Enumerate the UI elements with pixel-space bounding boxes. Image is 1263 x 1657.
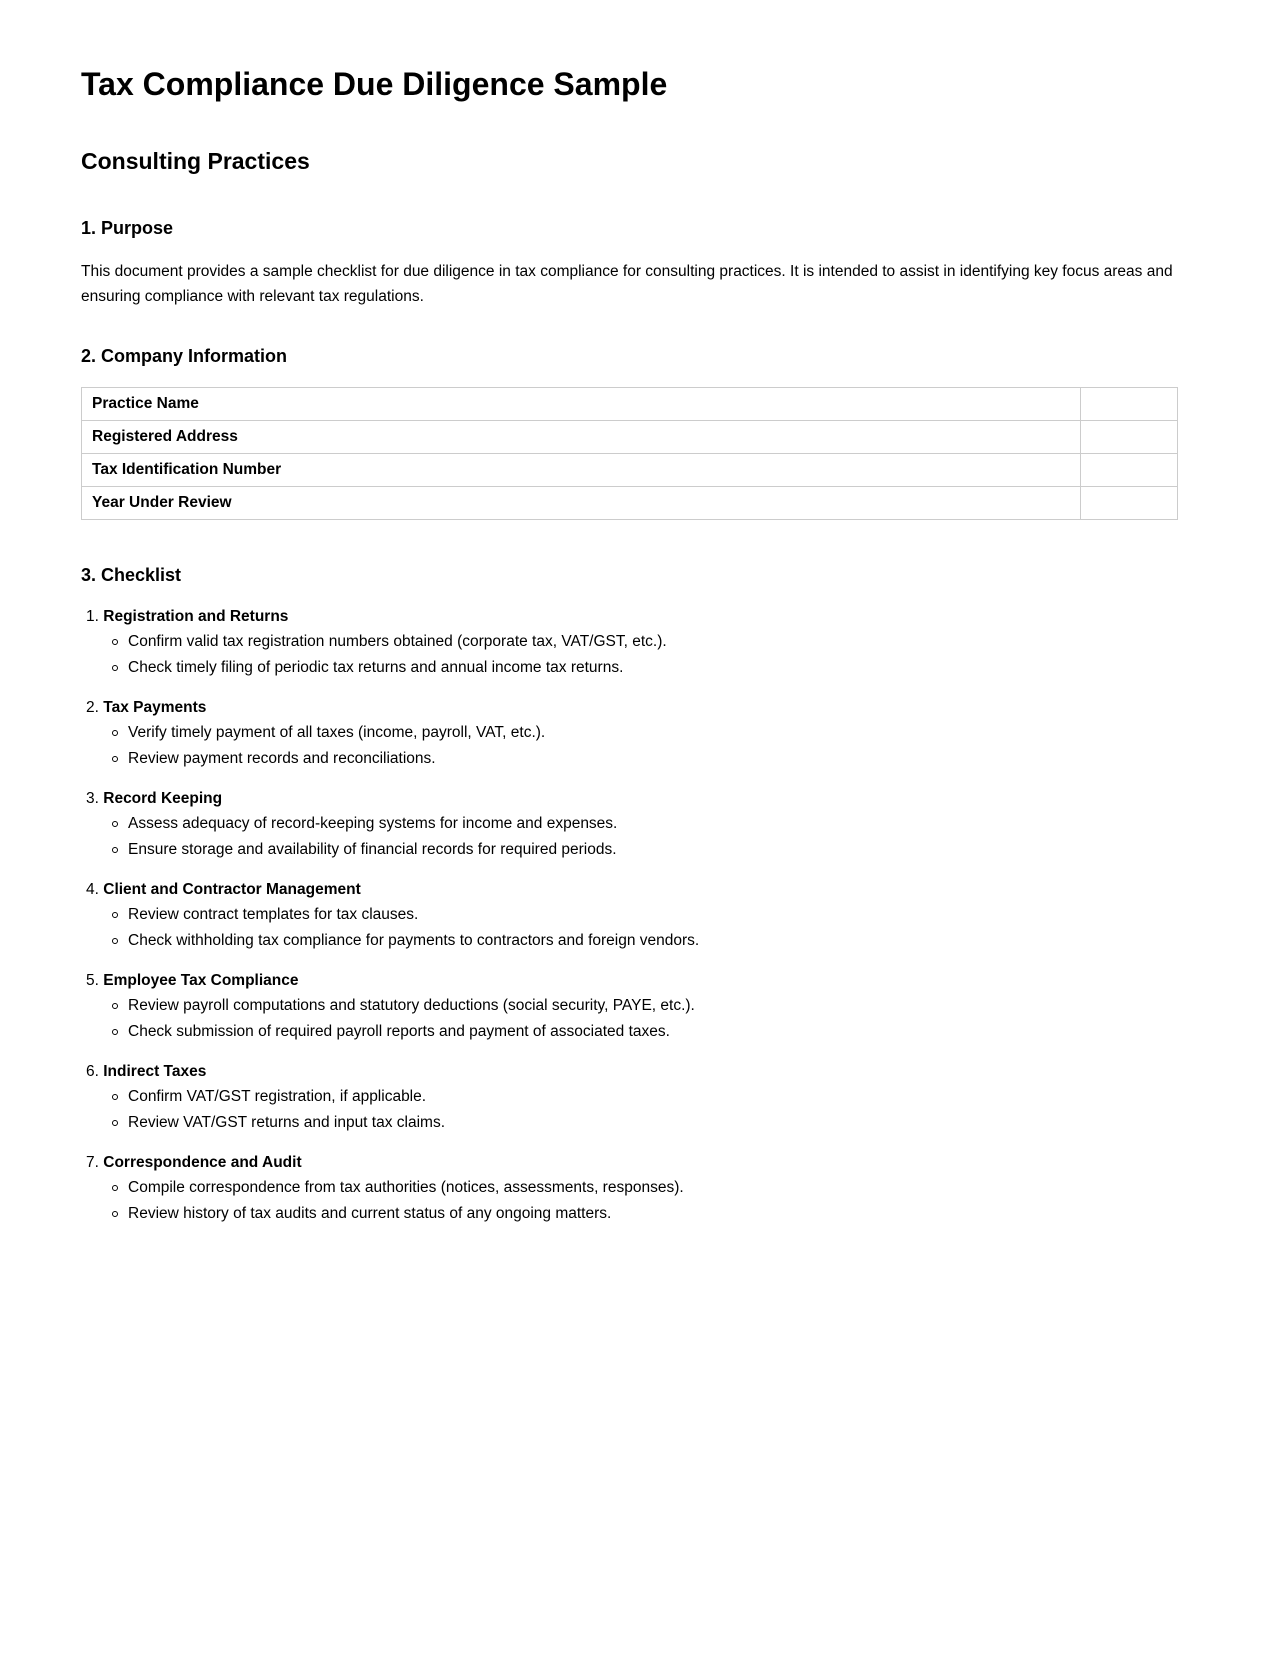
- checklist-point: Verify timely payment of all taxes (income, payroll, VAT, etc.).: [128, 720, 1178, 746]
- circle-bullet-icon: [112, 912, 118, 918]
- checklist-point: Confirm valid tax registration numbers obtained (corporate tax, VAT/GST, etc.).: [128, 629, 1178, 655]
- table-row: [82, 388, 1178, 421]
- checklist-point: Review contract templates for tax clauses.: [128, 902, 1178, 928]
- checklist-point: Review payroll computations and statutory deductions (social security, PAYE, etc.).: [128, 993, 1178, 1019]
- row-label: Practice Name: [82, 388, 1081, 421]
- document-title: Tax Compliance Due Diligence Sample: [81, 66, 668, 102]
- company-info-heading: 2. Company Information: [81, 346, 288, 366]
- item-title: Tax Payments: [103, 699, 207, 716]
- item-number: 5.: [86, 972, 99, 989]
- circle-bullet-icon: [112, 847, 118, 853]
- circle-bullet-icon: [112, 1029, 118, 1035]
- row-label: Year Under Review: [82, 487, 1081, 520]
- item-title: Indirect Taxes: [103, 1063, 207, 1080]
- checklist-point: Check withholding tax compliance for payments to contractors and foreign vendors.: [128, 928, 1178, 954]
- checklist-item: [81, 605, 1178, 681]
- circle-bullet-icon: [112, 1094, 118, 1100]
- company-info-table: [81, 387, 1178, 520]
- row-label: Tax Identification Number: [82, 454, 1081, 487]
- item-number: 1.: [86, 608, 99, 625]
- table-row: [82, 487, 1178, 520]
- circle-bullet-icon: [112, 730, 118, 736]
- checklist-item: [81, 787, 1178, 863]
- checklist-point: Review VAT/GST returns and input tax claims.: [128, 1110, 1178, 1136]
- circle-bullet-icon: [112, 1211, 118, 1217]
- purpose-text: This document provides a sample checklist for due diligence in tax compliance for consulting practices. It is intended to assist in identifying key focus areas and ensuring compliance with relevant tax regulations.: [81, 263, 1173, 305]
- circle-bullet-icon: [112, 665, 118, 671]
- checklist: [81, 605, 1178, 1242]
- purpose-heading: 1. Purpose: [81, 218, 174, 238]
- circle-bullet-icon: [112, 938, 118, 944]
- checklist-point: Ensure storage and availability of financial records for required periods.: [128, 837, 1178, 863]
- item-title: Registration and Returns: [103, 608, 289, 625]
- circle-bullet-icon: [112, 756, 118, 762]
- checklist-point: Assess adequacy of record-keeping systems for income and expenses.: [128, 811, 1178, 837]
- circle-bullet-icon: [112, 639, 118, 645]
- checklist-point: Check timely filing of periodic tax returns and annual income tax returns.: [128, 655, 1178, 681]
- checklist-point: Compile correspondence from tax authorities (notices, assessments, responses).: [128, 1175, 1178, 1201]
- item-number: 7.: [86, 1154, 99, 1171]
- item-title: Record Keeping: [103, 790, 223, 807]
- tax-id-value[interactable]: [1081, 454, 1178, 487]
- document-subtitle: Consulting Practices: [81, 148, 310, 174]
- checklist-heading: 3. Checklist: [81, 565, 182, 585]
- year-under-review-value[interactable]: [1081, 487, 1178, 520]
- item-number: 4.: [86, 881, 99, 898]
- item-number: 2.: [86, 699, 99, 716]
- item-number: 3.: [86, 790, 99, 807]
- item-number: 6.: [86, 1063, 99, 1080]
- table-row: [82, 421, 1178, 454]
- circle-bullet-icon: [112, 1120, 118, 1126]
- circle-bullet-icon: [112, 1185, 118, 1191]
- checklist-item: [81, 969, 1178, 1045]
- item-title: Client and Contractor Management: [103, 881, 361, 898]
- item-title: Correspondence and Audit: [103, 1154, 302, 1171]
- checklist-item: [81, 878, 1178, 954]
- practice-name-value[interactable]: [1081, 388, 1178, 421]
- checklist-point: Confirm VAT/GST registration, if applicable.: [128, 1084, 1178, 1110]
- row-label: Registered Address: [82, 421, 1081, 454]
- registered-address-value[interactable]: [1081, 421, 1178, 454]
- checklist-point: Review history of tax audits and current status of any ongoing matters.: [128, 1201, 1178, 1227]
- item-title: Employee Tax Compliance: [103, 972, 299, 989]
- checklist-item: [81, 696, 1178, 772]
- circle-bullet-icon: [112, 821, 118, 827]
- checklist-item: [81, 1060, 1178, 1136]
- checklist-item: [81, 1151, 1178, 1227]
- checklist-point: Review payment records and reconciliations.: [128, 746, 1178, 772]
- checklist-point: Check submission of required payroll reports and payment of associated taxes.: [128, 1019, 1178, 1045]
- table-row: [82, 454, 1178, 487]
- circle-bullet-icon: [112, 1003, 118, 1009]
